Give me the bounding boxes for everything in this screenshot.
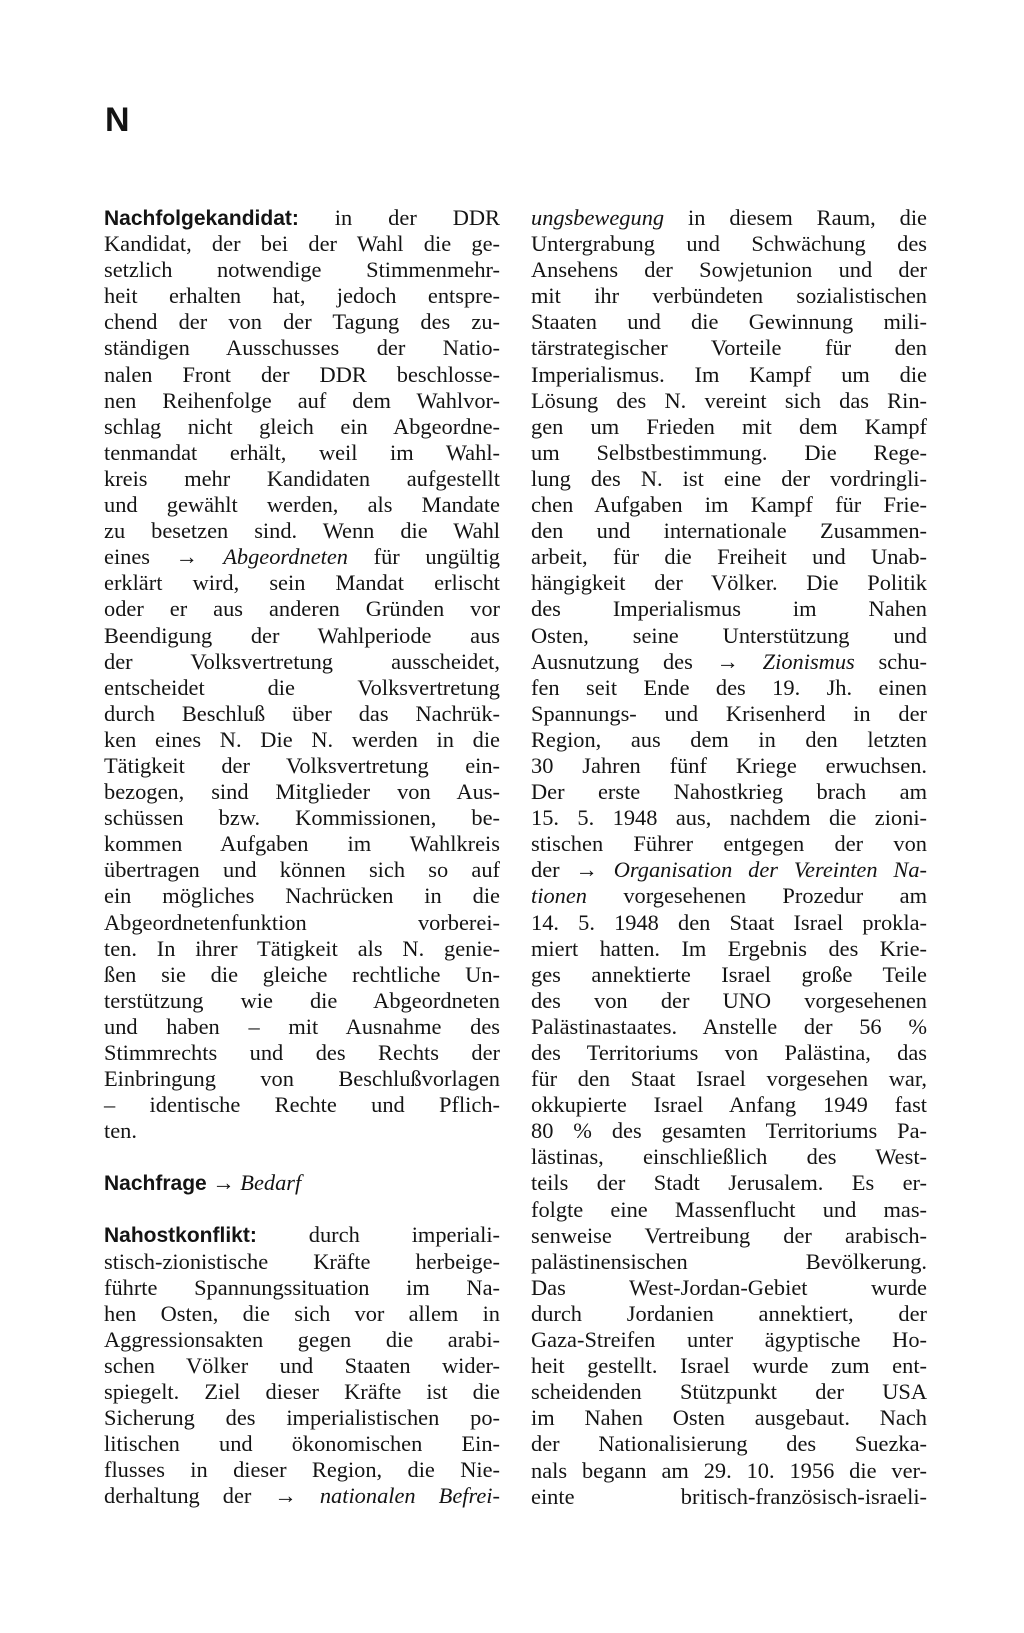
cross-reference: → nationalen Befrei- — [274, 1483, 500, 1509]
text-line — [531, 1118, 927, 1144]
text-run: terstützung wie die Abgeordneten — [104, 987, 500, 1013]
text-line — [104, 1379, 500, 1405]
text-line — [104, 1353, 500, 1379]
text-run: senweise Vertreibung der arabisch- — [531, 1222, 927, 1248]
text-run: ten. In ihrer Tätigkeit als N. genie- — [104, 935, 500, 961]
text-run: oder er aus anderen Gründen vor — [104, 596, 500, 622]
text-line — [531, 962, 927, 988]
text-run: ges annektierte Israel große Teile — [531, 961, 927, 987]
text-line — [104, 1118, 500, 1144]
text-line — [531, 388, 927, 414]
text-run: durch Jordanien annektiert, der — [531, 1300, 927, 1326]
text-line — [531, 1170, 927, 1196]
text-run: scheidenden Stützpunkt der USA — [531, 1379, 927, 1405]
text-line — [104, 440, 500, 466]
cross-reference: → Abgeordneten — [175, 544, 348, 570]
text-run: gen um Frieden mit dem Kampf — [531, 413, 927, 439]
text-run: entscheidet die Volksvertretung — [104, 674, 500, 700]
text-line — [531, 857, 927, 883]
cross-reference: ungsbewegung — [531, 205, 665, 230]
cross-reference: → Bedarf — [212, 1170, 302, 1196]
text-run: palästinensischen Bevölkerung. — [531, 1248, 927, 1274]
text-run: Palästinastaates. Anstelle der 56 % — [531, 1013, 927, 1039]
text-line — [531, 492, 927, 518]
text-run: schüssen bzw. Kommissionen, be- — [104, 805, 500, 831]
text-line — [531, 988, 927, 1014]
text-line — [104, 1222, 500, 1248]
text-run: für den Staat Israel vorgesehen war, — [531, 1066, 927, 1092]
text-line — [531, 518, 927, 544]
text-run: und haben – mit Ausnahme des — [104, 1013, 500, 1039]
text-run: heit erhalten hat, jedoch entspre- — [104, 283, 500, 309]
text-line — [104, 623, 500, 649]
text-run: bezogen, sind Mitglieder von Aus- — [104, 779, 500, 805]
text-run: Ansehens der Sowjetunion und der — [531, 257, 927, 283]
text-run: kreis mehr Kandidaten aufgestellt — [104, 465, 500, 491]
text-run: Staaten und die Gewinnung mili- — [531, 309, 927, 335]
text-line — [104, 1405, 500, 1431]
text-line — [531, 753, 927, 779]
text-line — [104, 1249, 500, 1275]
text-run: zu besetzen sind. Wenn die Wahl — [104, 518, 500, 544]
text-run: übertragen und können sich so auf — [104, 857, 500, 883]
text-run: Der erste Nahostkrieg brach am — [531, 779, 927, 805]
text-run: ein mögliches Nachrücken in die — [104, 883, 500, 909]
text-line — [104, 936, 500, 962]
text-run: folgte eine Massenflucht und mas- — [531, 1196, 927, 1222]
text-run: des Territoriums von Palästina, das — [531, 1040, 927, 1065]
entry-separator — [104, 1196, 500, 1222]
text-line — [104, 283, 500, 309]
text-run: arbeit, für die Freiheit und Unab- — [531, 544, 927, 570]
text-run: 15. 5. 1948 aus, nachdem die zioni- — [531, 805, 927, 831]
text-line — [104, 1170, 500, 1196]
text-line — [531, 466, 927, 492]
text-run: nalen Front der DDR beschlosse- — [104, 361, 500, 387]
text-line — [104, 362, 500, 388]
text-run: einte britisch-französisch-israeli- — [531, 1483, 927, 1509]
text-run: derhaltung der — [104, 1483, 275, 1509]
text-run: 30 Jahren fünf Kriege erwuchsen. — [531, 752, 927, 778]
text-run: setzlich notwendige Stimmenmehr- — [104, 257, 500, 283]
text-line — [531, 910, 927, 936]
text-run: vorgesehenen Prozedur am — [586, 883, 927, 909]
text-line — [531, 1249, 927, 1275]
text-run: Gaza-Streifen unter ägyptische Ho- — [531, 1327, 927, 1353]
text-line — [104, 518, 500, 544]
text-run: lung des N. ist eine der vordringli- — [531, 465, 927, 491]
text-line — [531, 414, 927, 440]
text-line — [104, 727, 500, 753]
entry-separator — [104, 1144, 500, 1170]
text-run: für ungültig — [348, 544, 500, 570]
text-line — [531, 283, 927, 309]
text-run: eines — [104, 544, 176, 570]
text-line — [104, 1275, 500, 1301]
text-run: des von der UNO vorgesehenen — [531, 987, 927, 1013]
text-line — [104, 1327, 500, 1353]
text-line — [104, 962, 500, 988]
text-line — [531, 1301, 927, 1327]
text-line — [104, 1040, 500, 1066]
text-column-right — [531, 205, 927, 1510]
text-line — [104, 649, 500, 675]
text-run: Abgeordnetenfunktion vorberei- — [104, 909, 500, 935]
entry-headword: Nachfolgekandidat: — [104, 207, 299, 230]
text-run: Osten, seine Unterstützung und — [531, 622, 927, 648]
text-line — [104, 466, 500, 492]
text-line — [531, 805, 927, 831]
text-run: Das West-Jordan-Gebiet wurde — [531, 1274, 927, 1300]
text-run: teils der Stadt Jerusalem. Es er- — [531, 1170, 927, 1196]
text-line — [531, 231, 927, 257]
text-line — [104, 205, 500, 231]
text-run: hen Osten, die sich vor allem in — [104, 1300, 500, 1326]
text-run: litischen und ökonomischen Ein- — [104, 1431, 500, 1457]
text-line — [104, 675, 500, 701]
text-line — [531, 1458, 927, 1484]
text-line — [531, 1197, 927, 1223]
text-run: in diesem Raum, die — [664, 205, 927, 230]
text-line — [104, 414, 500, 440]
text-run: chend der von der Tagung des zu- — [104, 309, 500, 335]
text-run: schu- — [854, 648, 927, 674]
text-run: nals begann am 29. 10. 1956 die ver- — [531, 1457, 927, 1483]
text-line — [531, 649, 927, 675]
text-run: stisch-zionistische Kräfte herbeige- — [104, 1248, 500, 1274]
text-line — [531, 727, 927, 753]
text-line — [104, 596, 500, 622]
text-run: ständigen Ausschusses der Natio- — [104, 335, 500, 361]
text-line — [531, 1040, 927, 1066]
text-line — [104, 388, 500, 414]
text-line — [531, 440, 927, 466]
text-run: Untergrabung und Schwächung des — [531, 231, 927, 257]
text-line — [104, 883, 500, 909]
text-run: Stimmrechts und des Rechts der — [104, 1040, 500, 1065]
text-line — [104, 544, 500, 570]
text-line — [531, 335, 927, 361]
text-line — [531, 1353, 927, 1379]
text-run: mit ihr verbündeten sozialistischen — [531, 283, 927, 309]
cross-reference: → Organisation der Vereinten Na- — [575, 857, 928, 883]
text-run: Imperialismus. Im Kampf um die — [531, 361, 927, 387]
text-line — [531, 362, 927, 388]
text-run: miert hatten. Im Ergebnis des Krie- — [531, 935, 927, 961]
text-line — [531, 675, 927, 701]
text-line — [531, 1405, 927, 1431]
text-line — [104, 857, 500, 883]
text-line — [531, 1379, 927, 1405]
text-line — [531, 701, 927, 727]
cross-reference: → Zionismus — [716, 648, 855, 674]
text-run: fen seit Ende des 19. Jh. einen — [531, 674, 927, 700]
text-line — [104, 831, 500, 857]
text-line — [531, 1327, 927, 1353]
text-line — [104, 309, 500, 335]
text-line — [531, 1431, 927, 1457]
text-line — [531, 831, 927, 857]
text-run: Region, aus dem in den letzten — [531, 726, 927, 752]
text-column-left — [104, 205, 500, 1510]
text-run: ten. — [104, 1118, 137, 1144]
text-run: und gewählt werden, als Mandate — [104, 492, 500, 518]
text-run: in der DDR — [298, 205, 500, 230]
text-line — [104, 1431, 500, 1457]
text-line — [531, 309, 927, 335]
text-run: schlag nicht gleich ein Abgeordne- — [104, 413, 500, 439]
text-run: Kandidat, der bei der Wahl die ge- — [104, 231, 500, 257]
text-run: ßen sie die gleiche rechtliche Un- — [104, 961, 500, 987]
text-line — [531, 1092, 927, 1118]
text-line — [104, 779, 500, 805]
text-run: im Nahen Osten ausgebaut. Nach — [531, 1405, 927, 1431]
text-line — [104, 335, 500, 361]
text-run: der Nationalisierung des Suezka- — [531, 1431, 927, 1457]
text-run: des Imperialismus im Nahen — [531, 596, 927, 622]
text-run: der — [531, 857, 576, 883]
entry-headword: Nahostkonflikt: — [104, 1224, 257, 1248]
text-line — [531, 1484, 927, 1510]
text-line — [104, 1483, 500, 1509]
text-run: 14. 5. 1948 den Staat Israel prokla- — [531, 909, 927, 935]
text-line — [531, 936, 927, 962]
text-line — [104, 1092, 500, 1118]
text-run: ken eines N. Die N. werden in die — [104, 726, 500, 752]
text-run: Tätigkeit der Volksvertretung ein- — [104, 752, 500, 778]
text-run: Spannungs- und Krisenherd in der — [531, 700, 927, 726]
text-run: erklärt wird, sein Mandat erlischt — [104, 570, 500, 596]
text-run: heit gestellt. Israel wurde zum ent- — [531, 1353, 927, 1379]
text-run: Aggressionsakten gegen die arabi- — [104, 1326, 500, 1352]
text-line — [104, 257, 500, 283]
text-run: stischen Führer entgegen der von — [531, 831, 927, 857]
section-letter: N — [105, 101, 130, 139]
text-run: hängigkeit der Völker. Die Politik — [531, 570, 927, 596]
text-line — [104, 701, 500, 727]
text-line — [531, 205, 927, 231]
text-line — [531, 1223, 927, 1249]
text-run: durch imperiali- — [256, 1222, 500, 1248]
text-line — [531, 1014, 927, 1040]
text-run: tärstrategischer Vorteile für den — [531, 335, 927, 361]
text-line — [104, 1014, 500, 1040]
text-line — [104, 570, 500, 596]
text-line — [531, 544, 927, 570]
text-line — [531, 883, 927, 909]
text-run: Ausnutzung des — [531, 648, 717, 674]
text-run: flusses in dieser Region, die Nie- — [104, 1457, 500, 1483]
text-line — [104, 805, 500, 831]
text-run: – identische Rechte und Pflich- — [104, 1092, 500, 1118]
text-line — [531, 257, 927, 283]
cross-reference: tionen — [531, 883, 587, 909]
text-run: führte Spannungssituation im Na- — [104, 1274, 500, 1300]
text-line — [104, 910, 500, 936]
text-run: der Volksvertretung ausscheidet, — [104, 648, 500, 674]
text-run: lästinas, einschließlich des West- — [531, 1144, 927, 1170]
entry-headword: Nachfrage — [104, 1172, 207, 1196]
text-line — [531, 596, 927, 622]
text-run: Sicherung des imperialistischen po- — [104, 1405, 500, 1431]
text-line — [531, 570, 927, 596]
text-run: tenmandat erhält, weil im Wahl- — [104, 439, 500, 465]
text-run: Beendigung der Wahlperiode aus — [104, 622, 500, 648]
text-run: kommen Aufgaben im Wahlkreis — [104, 831, 500, 857]
text-run: chen Aufgaben im Kampf für Frie- — [531, 492, 927, 518]
text-line — [104, 988, 500, 1014]
text-line — [531, 1144, 927, 1170]
text-line — [104, 1301, 500, 1327]
text-run: Einbringung von Beschlußvorlagen — [104, 1066, 500, 1092]
text-line — [104, 231, 500, 257]
text-run: durch Beschluß über das Nachrük- — [104, 700, 500, 726]
text-run: um Selbstbestimmung. Die Rege- — [531, 439, 927, 465]
text-line — [531, 623, 927, 649]
text-line — [531, 1275, 927, 1301]
text-line — [531, 1066, 927, 1092]
text-run: schen Völker und Staaten wider- — [104, 1352, 500, 1378]
text-line — [531, 779, 927, 805]
text-line — [104, 492, 500, 518]
text-run: Lösung des N. vereint sich das Rin- — [531, 387, 927, 413]
text-line — [104, 753, 500, 779]
text-run: 80 % des gesamten Territoriums Pa- — [531, 1118, 927, 1144]
text-line — [104, 1457, 500, 1483]
text-run: spiegelt. Ziel dieser Kräfte ist die — [104, 1379, 500, 1405]
text-run: nen Reihenfolge auf dem Wahlvor- — [104, 387, 500, 413]
text-run: okkupierte Israel Anfang 1949 fast — [531, 1092, 927, 1118]
text-line — [104, 1066, 500, 1092]
text-run: den und internationale Zusammen- — [531, 518, 927, 544]
